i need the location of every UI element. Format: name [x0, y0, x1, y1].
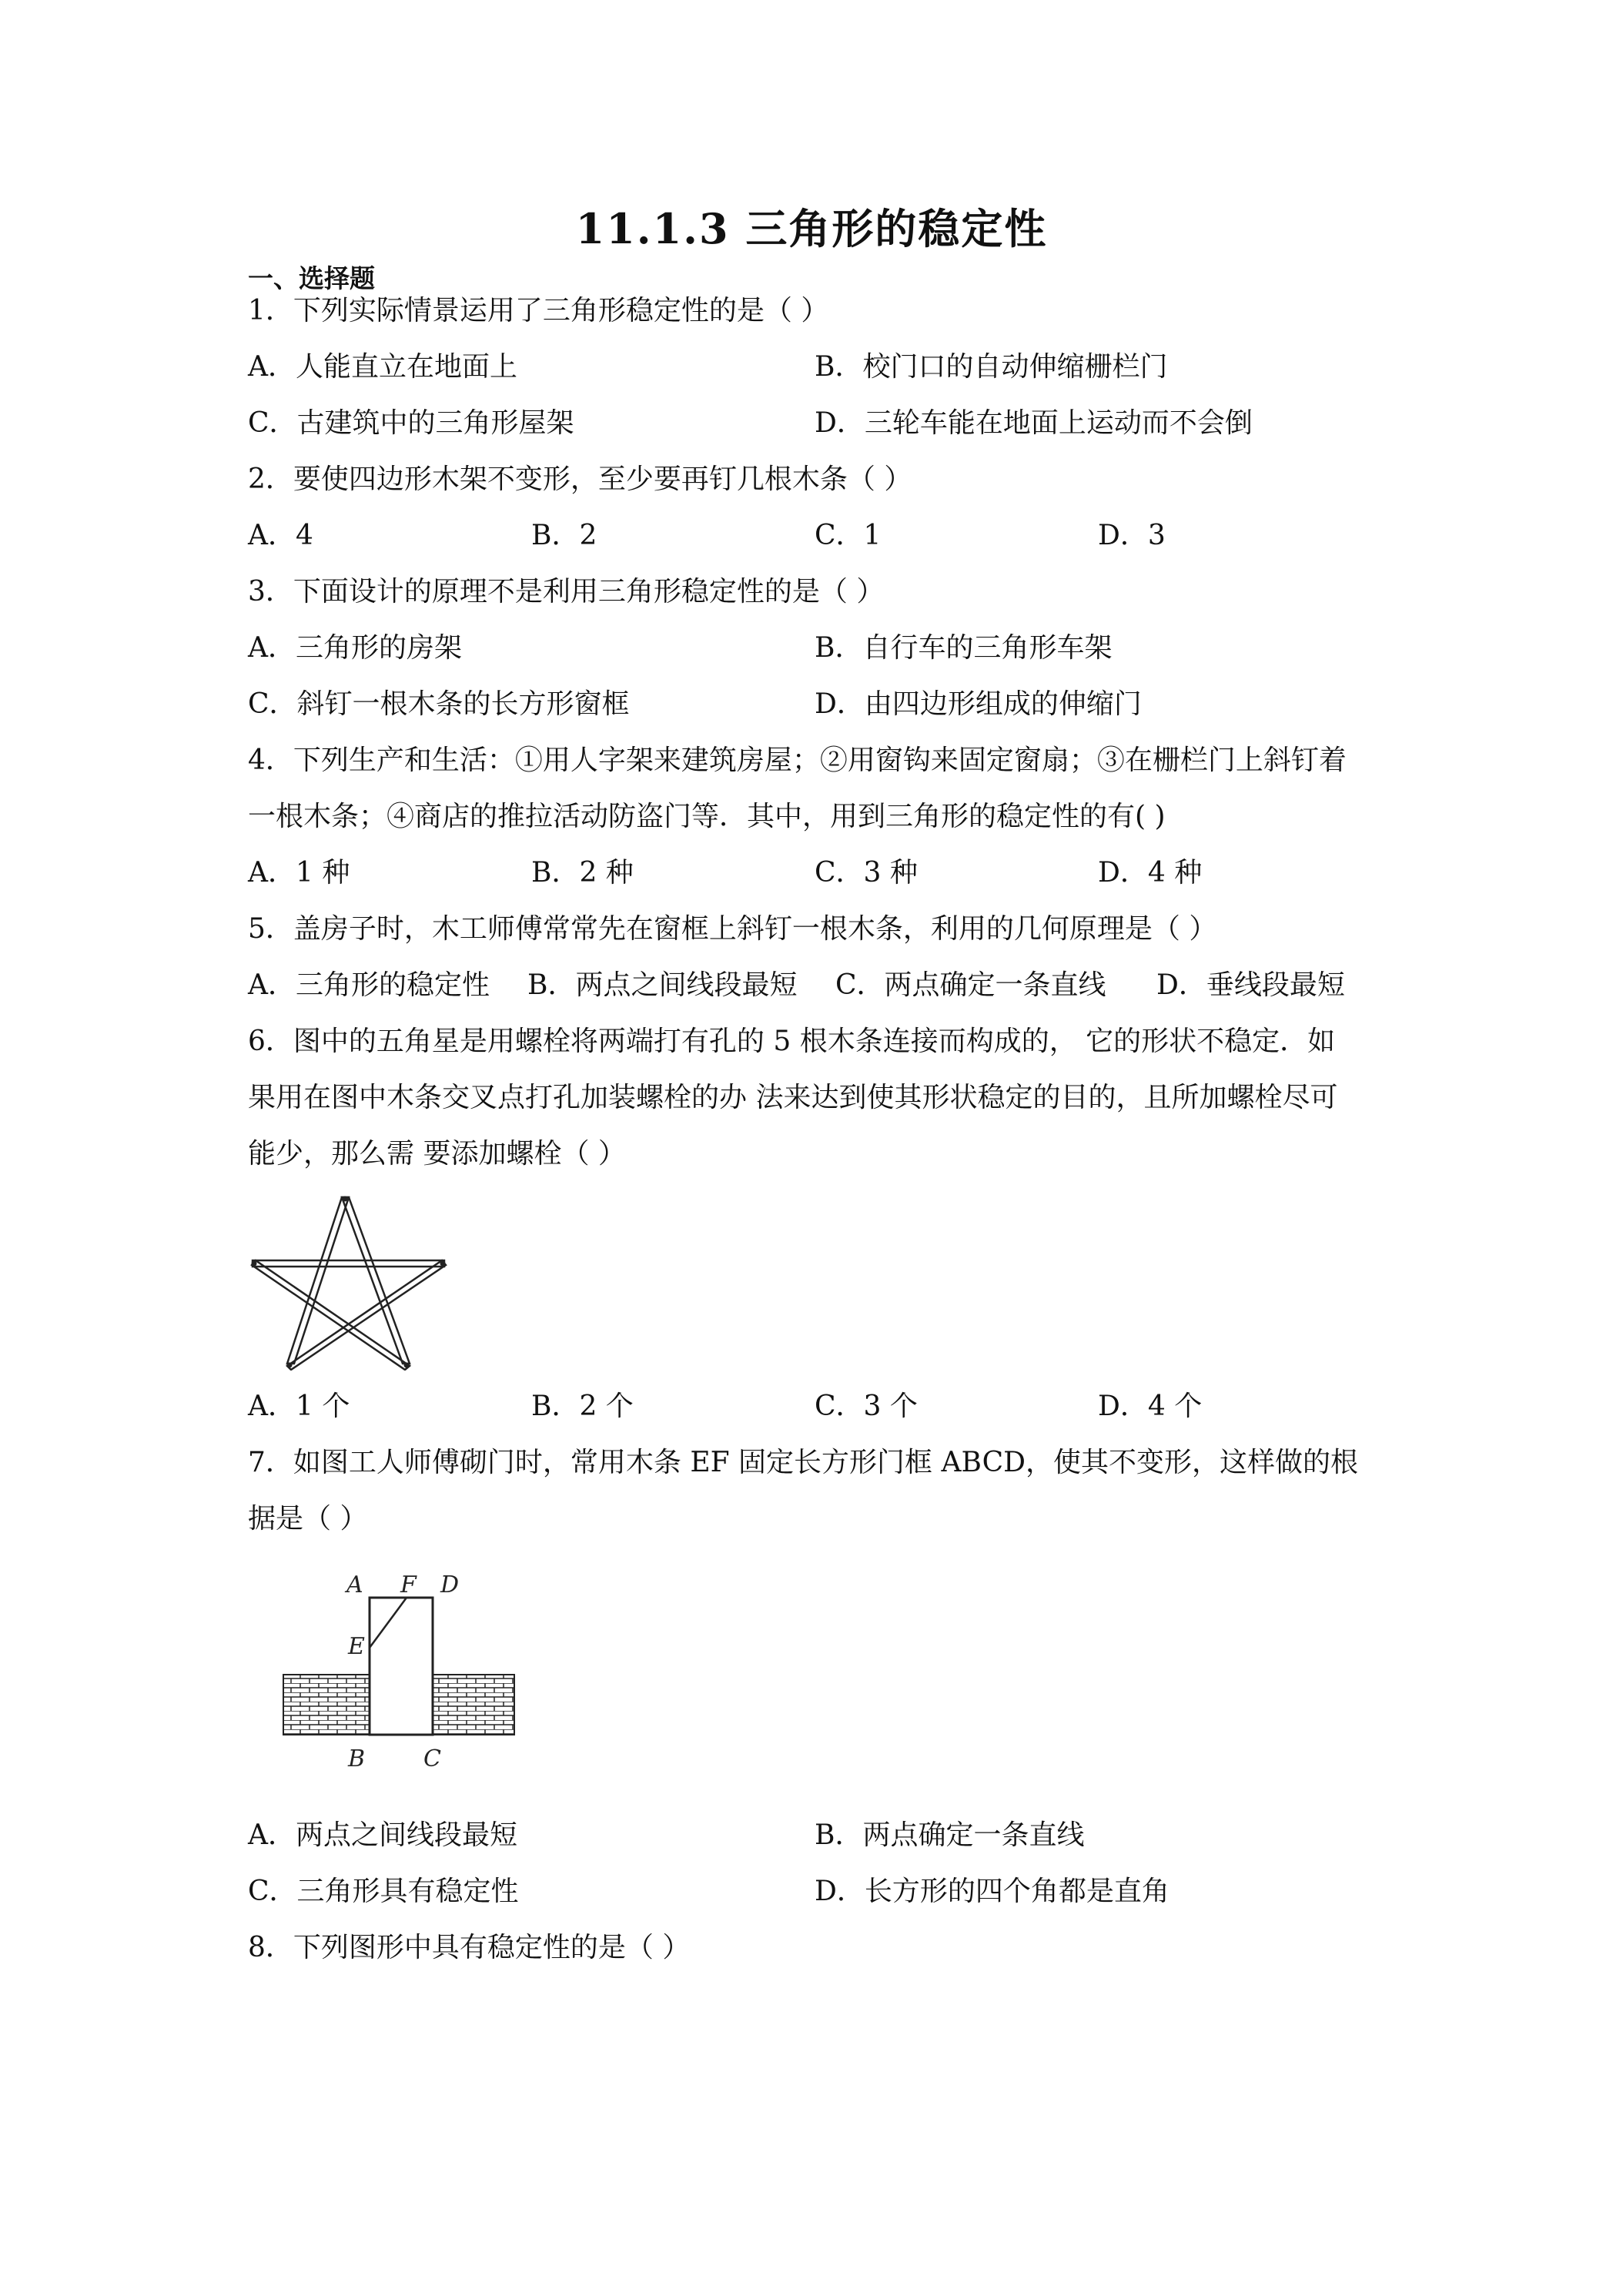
- question-6-text-line-1: 6．图中的五角星是用螺栓将两端打有孔的 5 根木条连接而构成的， 它的形状不稳定．如: [248, 1026, 1336, 1057]
- section-heading: 一、选择题: [248, 263, 375, 293]
- q2-option-c: C．1: [815, 520, 882, 551]
- q4-option-a: A．1 种: [248, 857, 350, 889]
- q4-option-d: D．4 种: [1098, 857, 1203, 889]
- question-6-text-line-2: 果用在图中木条交叉点打孔加装螺栓的办 法来达到使其形状稳定的目的，且所加螺栓尽可: [248, 1082, 1338, 1113]
- q6-option-b: B．2 个: [531, 1391, 634, 1422]
- question-7-text-line-1: 7．如图工人师傅砌门时，常用木条 EF 固定长方形门框 ABCD，使其不变形，这样做的根: [248, 1447, 1359, 1478]
- q3-option-b: B．自行车的三角形车架: [815, 632, 1113, 664]
- door-label-e: E: [348, 1633, 365, 1660]
- q6-option-a: A．1 个: [248, 1391, 350, 1422]
- q1-option-a: A．人能直立在地面上: [248, 351, 517, 383]
- q1-option-d: D．三轮车能在地面上运动而不会倒: [815, 407, 1253, 439]
- question-7-text-line-2: 据是（ ）: [248, 1503, 368, 1535]
- door-label-b: B: [348, 1745, 366, 1772]
- question-4-text-line-1: 4．下列生产和生活：①用人字架来建筑房屋；②用窗钩来固定窗扇；③在栅栏门上斜钉着: [248, 745, 1347, 776]
- door-label-a: A: [346, 1571, 363, 1598]
- q1-option-c: C．古建筑中的三角形屋架: [248, 407, 574, 439]
- q7-option-b: B．两点确定一条直线: [815, 1819, 1085, 1851]
- q7-option-a: A．两点之间线段最短: [248, 1819, 517, 1851]
- q4-option-c: C．3 种: [815, 857, 918, 889]
- q1-option-b: B．校门口的自动伸缩栅栏门: [815, 351, 1168, 383]
- question-1-text: 1．下列实际情景运用了三角形稳定性的是（ ）: [248, 295, 829, 326]
- q4-option-b: B．2 种: [531, 857, 634, 889]
- q5-option-a: A．三角形的稳定性: [248, 969, 490, 1001]
- q6-option-d: D．4 个: [1098, 1391, 1203, 1422]
- q6-option-c: C．3 个: [815, 1391, 918, 1422]
- door-label-d: D: [440, 1571, 460, 1598]
- q5-option-c: C．两点确定一条直线: [835, 969, 1106, 1001]
- q2-option-a: A．4: [248, 520, 313, 551]
- question-6-text-line-3: 能少，那么需 要添加螺栓（ ）: [248, 1138, 626, 1170]
- question-8-text: 8．下列图形中具有稳定性的是（ ）: [248, 1932, 691, 1963]
- door-label-f: F: [400, 1571, 417, 1598]
- q2-option-b: B．2: [531, 520, 597, 551]
- door-frame-figure: [277, 1563, 524, 1779]
- q7-option-c: C．三角形具有稳定性: [248, 1876, 519, 1907]
- q3-option-c: C．斜钉一根木条的长方形窗框: [248, 688, 630, 720]
- page-title: 11.1.3 三角形的稳定性: [575, 204, 1048, 253]
- question-3-text: 3．下面设计的原理不是利用三角形稳定性的是（ ）: [248, 576, 885, 607]
- q5-option-b: B．两点之间线段最短: [527, 969, 798, 1001]
- question-5-text: 5．盖房子时，木工师傅常常先在窗框上斜钉一根木条，利用的几何原理是（ ）: [248, 913, 1217, 945]
- question-2-text: 2．要使四边形木架不变形，至少要再钉几根木条（ ）: [248, 464, 912, 495]
- q5-option-d: D．垂线段最短: [1156, 969, 1345, 1001]
- question-4-text-line-2: 一根木条；④商店的推拉活动防盗门等．其中，用到三角形的稳定性的有( ): [248, 801, 1166, 832]
- door-label-c: C: [423, 1745, 441, 1772]
- q7-option-d: D．长方形的四个角都是直角: [815, 1876, 1170, 1907]
- pentagram-figure: [245, 1190, 453, 1371]
- q3-option-d: D．由四边形组成的伸缩门: [815, 688, 1142, 720]
- q2-option-d: D．3: [1098, 520, 1166, 551]
- q3-option-a: A．三角形的房架: [248, 632, 462, 664]
